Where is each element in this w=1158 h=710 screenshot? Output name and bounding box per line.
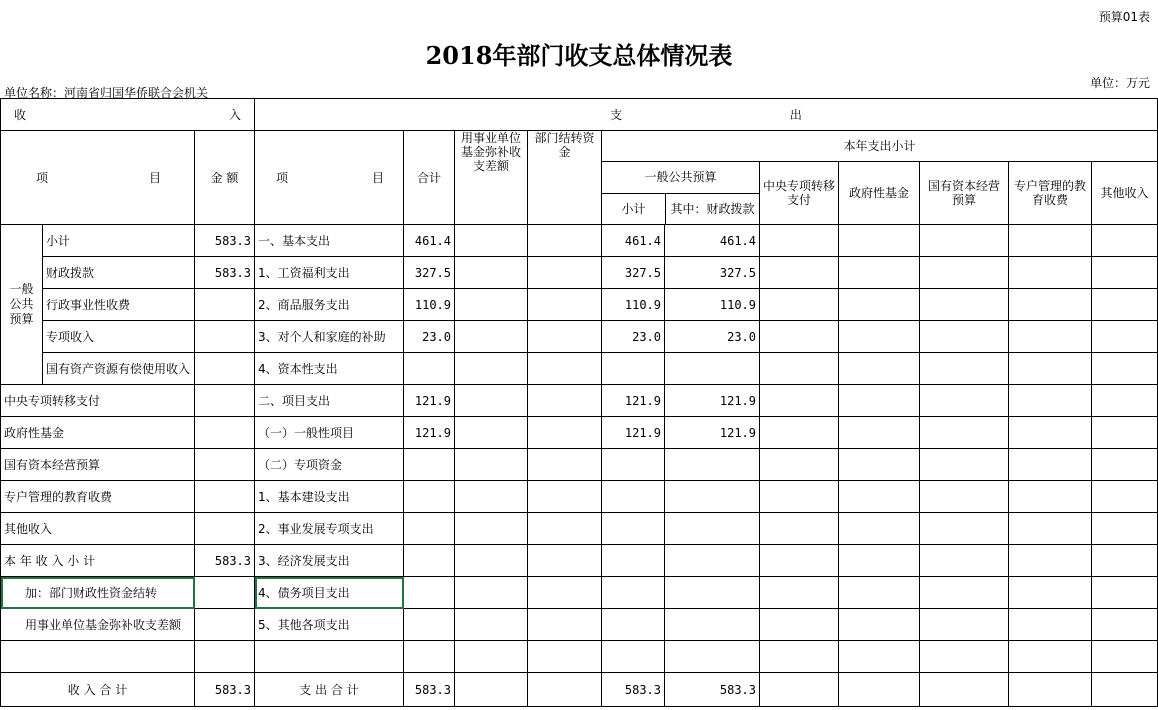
org-label: 单位名称：河南省归国华侨联合会机关 xyxy=(4,86,209,100)
table-row xyxy=(1,225,1158,257)
expense-total[interactable]: 327.5 xyxy=(404,257,455,289)
empty-cell[interactable] xyxy=(839,225,920,257)
empty-cell[interactable] xyxy=(760,513,839,545)
expense-total[interactable] xyxy=(404,609,455,641)
fund-diff-cell[interactable] xyxy=(455,449,528,481)
financial-appropriation[interactable] xyxy=(665,481,760,513)
dept-transfer-cell[interactable] xyxy=(528,321,602,353)
expense-total[interactable]: 461.4 xyxy=(404,225,455,257)
expense-total[interactable] xyxy=(404,545,455,577)
empty-cell[interactable] xyxy=(920,385,1009,417)
empty-cell[interactable] xyxy=(1009,481,1092,513)
empty-cell[interactable] xyxy=(839,577,920,609)
expense-item[interactable]: 2、商品服务支出 xyxy=(255,289,404,321)
expense-total[interactable] xyxy=(404,513,455,545)
dept-transfer-cell[interactable] xyxy=(528,353,602,385)
empty-cell[interactable] xyxy=(920,673,1009,707)
expense-item[interactable]: 4、资本性支出 xyxy=(255,353,404,385)
page-title: 2018年部门收支总体情况表 xyxy=(425,41,733,70)
empty-cell[interactable] xyxy=(839,609,920,641)
fund-diff-cell[interactable] xyxy=(455,577,528,609)
income-item[interactable]: 用事业单位基金弥补收支差额 xyxy=(1,609,195,641)
general-subtotal[interactable] xyxy=(602,353,665,385)
income-amount[interactable] xyxy=(195,641,255,673)
fund-diff-cell[interactable] xyxy=(455,545,528,577)
empty-cell[interactable] xyxy=(1009,673,1092,707)
table-row xyxy=(1,513,1158,545)
empty-cell[interactable] xyxy=(760,289,839,321)
general-subtotal[interactable]: 121.9 xyxy=(602,417,665,449)
dept-transfer-cell[interactable] xyxy=(528,385,602,417)
income-item[interactable]: 国有资产资源有偿使用收入 xyxy=(43,353,195,385)
expense-item[interactable]: 1、基本建设支出 xyxy=(255,481,404,513)
income-item[interactable]: 国有资本经营预算 xyxy=(1,449,195,481)
table-row xyxy=(1,321,1158,353)
budget-table xyxy=(0,98,1158,707)
empty-cell[interactable] xyxy=(920,225,1009,257)
empty-cell[interactable] xyxy=(920,289,1009,321)
empty-cell[interactable] xyxy=(1009,577,1092,609)
income-item[interactable] xyxy=(1,641,195,673)
empty-cell[interactable] xyxy=(920,641,1009,673)
dept-transfer-cell[interactable] xyxy=(528,609,602,641)
empty-cell[interactable] xyxy=(839,545,920,577)
dept-transfer-cell[interactable] xyxy=(528,545,602,577)
table-row xyxy=(1,385,1158,417)
income-item[interactable]: 中央专项转移支付 xyxy=(1,385,195,417)
empty-cell[interactable] xyxy=(839,417,920,449)
dept-transfer-cell[interactable] xyxy=(528,257,602,289)
expense-item[interactable]: （二）专项资金 xyxy=(255,449,404,481)
empty-cell[interactable] xyxy=(1009,257,1092,289)
general-subtotal[interactable]: 23.0 xyxy=(602,321,665,353)
expense-total[interactable]: 121.9 xyxy=(404,385,455,417)
fund-diff-cell[interactable] xyxy=(455,225,528,257)
empty-cell[interactable] xyxy=(1092,385,1158,417)
empty-cell[interactable] xyxy=(1009,513,1092,545)
expense-total[interactable]: 110.9 xyxy=(404,289,455,321)
empty-cell[interactable] xyxy=(760,481,839,513)
financial-appropriation[interactable] xyxy=(665,641,760,673)
empty-cell[interactable] xyxy=(1092,673,1158,707)
general-subtotal[interactable] xyxy=(602,577,665,609)
empty-cell[interactable] xyxy=(1092,353,1158,385)
general-subtotal[interactable] xyxy=(602,609,665,641)
expense-item[interactable]: （一）一般性项目 xyxy=(255,417,404,449)
dept-transfer-cell[interactable] xyxy=(528,481,602,513)
empty-cell[interactable] xyxy=(920,321,1009,353)
empty-cell[interactable] xyxy=(1092,289,1158,321)
income-amount[interactable] xyxy=(195,609,255,641)
financial-appropriation[interactable]: 121.9 xyxy=(665,417,760,449)
empty-cell[interactable] xyxy=(1092,257,1158,289)
income-item[interactable]: 小计 xyxy=(43,225,195,257)
expense-total[interactable] xyxy=(404,641,455,673)
dept-transfer-cell[interactable] xyxy=(528,417,602,449)
expense-total[interactable]: 23.0 xyxy=(404,321,455,353)
empty-cell[interactable] xyxy=(920,449,1009,481)
fund-diff-cell[interactable] xyxy=(455,513,528,545)
financial-appropriation[interactable] xyxy=(665,449,760,481)
income-amount[interactable] xyxy=(195,481,255,513)
financial-appropriation[interactable] xyxy=(665,353,760,385)
dept-transfer-cell[interactable] xyxy=(528,449,602,481)
expense-total-label: 支 出 合 计 xyxy=(255,673,404,707)
year-subtotal-header: 本年支出小计 xyxy=(602,131,1158,162)
income-total-label: 收 入 合 计 xyxy=(1,673,195,707)
empty-cell[interactable] xyxy=(1092,417,1158,449)
empty-cell[interactable] xyxy=(1009,417,1092,449)
empty-cell[interactable] xyxy=(760,577,839,609)
empty-cell[interactable] xyxy=(1092,481,1158,513)
empty-cell[interactable] xyxy=(1009,545,1092,577)
empty-cell[interactable] xyxy=(1092,545,1158,577)
general-subtotal[interactable] xyxy=(602,545,665,577)
financial-appropriation[interactable] xyxy=(665,545,760,577)
empty-cell[interactable] xyxy=(1009,609,1092,641)
empty-cell[interactable] xyxy=(1092,513,1158,545)
general-subtotal[interactable]: 327.5 xyxy=(602,257,665,289)
dept-transfer-cell[interactable] xyxy=(528,641,602,673)
income-amount[interactable] xyxy=(195,449,255,481)
table-row xyxy=(1,353,1158,385)
table-row xyxy=(1,609,1158,641)
empty-cell[interactable] xyxy=(839,449,920,481)
financial-appropriation[interactable] xyxy=(665,513,760,545)
income-amount[interactable]: 583.3 xyxy=(195,545,255,577)
general-subtotal[interactable] xyxy=(602,481,665,513)
group-label: 一般 公共 预算 xyxy=(1,225,43,385)
edu-fee-header: 专户管理的教育收费 xyxy=(1009,162,1092,225)
fund-diff-cell[interactable] xyxy=(455,417,528,449)
income-item[interactable]: 行政事业性收费 xyxy=(43,289,195,321)
income-item[interactable]: 本 年 收 入 小 计 xyxy=(1,545,195,577)
fund-diff-cell[interactable] xyxy=(455,609,528,641)
income-amount[interactable] xyxy=(195,577,255,609)
fund-diff-header: 用事业单位基金弥补收支差额 xyxy=(455,131,528,225)
empty-cell[interactable] xyxy=(760,545,839,577)
expense-total[interactable]: 583.3 xyxy=(404,673,455,707)
financial-appropriation[interactable]: 110.9 xyxy=(665,289,760,321)
empty-cell[interactable] xyxy=(760,449,839,481)
expense-total[interactable] xyxy=(404,353,455,385)
income-amount[interactable] xyxy=(195,417,255,449)
dept-transfer-header: 部门结转资金 xyxy=(528,131,602,225)
total-header: 合计 xyxy=(404,131,455,225)
empty-cell[interactable] xyxy=(760,353,839,385)
general-budget-header: 一般公共预算 小计 其中：财政拨款 xyxy=(602,162,760,225)
amount-header: 金 额 xyxy=(195,131,255,225)
table-row xyxy=(1,449,1158,481)
empty-cell[interactable] xyxy=(839,641,920,673)
financial-appropriation[interactable] xyxy=(665,609,760,641)
table-row xyxy=(1,289,1158,321)
empty-cell[interactable] xyxy=(1009,449,1092,481)
empty-cell[interactable] xyxy=(760,673,839,707)
empty-cell[interactable] xyxy=(839,513,920,545)
empty-cell[interactable] xyxy=(1009,225,1092,257)
empty-cell[interactable] xyxy=(839,257,920,289)
empty-cell[interactable] xyxy=(920,353,1009,385)
general-subtotal[interactable] xyxy=(602,641,665,673)
total-row xyxy=(1,673,1158,707)
financial-appropriation[interactable]: 23.0 xyxy=(665,321,760,353)
income-header: 收 入 xyxy=(1,99,255,131)
empty-cell[interactable] xyxy=(760,609,839,641)
central-transfer-header: 中央专项转移支付 xyxy=(760,162,839,225)
general-subtotal[interactable] xyxy=(602,513,665,545)
empty-cell[interactable] xyxy=(1009,641,1092,673)
expense-total[interactable] xyxy=(404,481,455,513)
financial-appropriation[interactable] xyxy=(665,577,760,609)
empty-cell[interactable] xyxy=(760,385,839,417)
expense-item-header: 项 目 xyxy=(255,131,404,225)
table-row xyxy=(1,257,1158,289)
expense-item[interactable]: 1、工资福利支出 xyxy=(255,257,404,289)
general-subtotal[interactable]: 121.9 xyxy=(602,385,665,417)
income-amount[interactable] xyxy=(195,289,255,321)
empty-cell[interactable] xyxy=(1092,225,1158,257)
empty-cell[interactable] xyxy=(839,673,920,707)
expense-item[interactable]: 二、项目支出 xyxy=(255,385,404,417)
income-amount[interactable] xyxy=(195,513,255,545)
fund-diff-cell[interactable] xyxy=(455,257,528,289)
general-subtotal[interactable]: 461.4 xyxy=(602,225,665,257)
table-row xyxy=(1,641,1158,673)
expense-item[interactable]: 一、基本支出 xyxy=(255,225,404,257)
gov-fund-header: 政府性基金 xyxy=(839,162,920,225)
empty-cell[interactable] xyxy=(1009,353,1092,385)
empty-cell[interactable] xyxy=(839,289,920,321)
empty-cell[interactable] xyxy=(528,673,602,707)
empty-cell[interactable] xyxy=(839,385,920,417)
unit-label: 单位：万元 xyxy=(1089,76,1150,90)
expense-item[interactable]: 5、其他各项支出 xyxy=(255,609,404,641)
dept-transfer-cell[interactable] xyxy=(528,577,602,609)
soe-budget-header: 国有资本经营预算 xyxy=(920,162,1009,225)
dept-transfer-cell[interactable] xyxy=(528,513,602,545)
table-row xyxy=(1,577,1158,609)
empty-cell[interactable] xyxy=(920,545,1009,577)
fund-diff-cell[interactable] xyxy=(455,353,528,385)
empty-cell[interactable] xyxy=(1009,321,1092,353)
income-amount[interactable] xyxy=(195,385,255,417)
expense-item[interactable] xyxy=(255,641,404,673)
income-item[interactable]: 专户管理的教育收费 xyxy=(1,481,195,513)
total-subtotal[interactable]: 583.3 xyxy=(602,673,665,707)
financial-appropriation[interactable]: 121.9 xyxy=(665,385,760,417)
total-financial[interactable]: 583.3 xyxy=(665,673,760,707)
income-amount[interactable] xyxy=(195,353,255,385)
empty-cell[interactable] xyxy=(760,417,839,449)
empty-cell[interactable] xyxy=(1092,321,1158,353)
expense-total[interactable] xyxy=(404,577,455,609)
expense-item[interactable]: 3、对个人和家庭的补助 xyxy=(255,321,404,353)
expense-header: 支 出 xyxy=(255,99,1158,131)
income-item[interactable]: 专项收入 xyxy=(43,321,195,353)
empty-cell[interactable] xyxy=(920,417,1009,449)
expense-item[interactable]: 3、经济发展支出 xyxy=(255,545,404,577)
income-item[interactable]: 财政拨款 xyxy=(43,257,195,289)
empty-cell[interactable] xyxy=(839,481,920,513)
income-item[interactable]: 加：部门财政性资金结转 xyxy=(1,577,195,609)
empty-cell[interactable] xyxy=(920,257,1009,289)
empty-cell[interactable] xyxy=(455,673,528,707)
empty-cell[interactable] xyxy=(1092,641,1158,673)
expense-total[interactable]: 121.9 xyxy=(404,417,455,449)
empty-cell[interactable] xyxy=(1009,385,1092,417)
dept-transfer-cell[interactable] xyxy=(528,225,602,257)
empty-cell[interactable] xyxy=(839,353,920,385)
expense-item[interactable]: 2、事业发展专项支出 xyxy=(255,513,404,545)
table-row xyxy=(1,545,1158,577)
income-amount[interactable]: 583.3 xyxy=(195,257,255,289)
empty-cell[interactable] xyxy=(839,321,920,353)
income-amount[interactable]: 583.3 xyxy=(195,225,255,257)
fund-diff-cell[interactable] xyxy=(455,481,528,513)
empty-cell[interactable] xyxy=(920,513,1009,545)
empty-cell[interactable] xyxy=(1092,609,1158,641)
fund-diff-cell[interactable] xyxy=(455,641,528,673)
fund-diff-cell[interactable] xyxy=(455,385,528,417)
expense-item[interactable]: 4、债务项目支出 xyxy=(255,577,404,609)
empty-cell[interactable] xyxy=(760,321,839,353)
empty-cell[interactable] xyxy=(760,225,839,257)
fund-diff-cell[interactable] xyxy=(455,289,528,321)
expense-total[interactable] xyxy=(404,449,455,481)
general-subtotal[interactable] xyxy=(602,449,665,481)
dept-transfer-cell[interactable] xyxy=(528,289,602,321)
empty-cell[interactable] xyxy=(760,641,839,673)
general-subtotal[interactable]: 110.9 xyxy=(602,289,665,321)
income-item[interactable]: 其他收入 xyxy=(1,513,195,545)
table-row xyxy=(1,417,1158,449)
income-item[interactable]: 政府性基金 xyxy=(1,417,195,449)
empty-cell[interactable] xyxy=(1092,577,1158,609)
empty-cell[interactable] xyxy=(920,609,1009,641)
financial-appropriation[interactable]: 327.5 xyxy=(665,257,760,289)
financial-appropriation[interactable]: 461.4 xyxy=(665,225,760,257)
empty-cell[interactable] xyxy=(1092,449,1158,481)
empty-cell[interactable] xyxy=(920,577,1009,609)
fund-diff-cell[interactable] xyxy=(455,321,528,353)
empty-cell[interactable] xyxy=(760,257,839,289)
income-item-header: 项 目 xyxy=(1,131,195,225)
empty-cell[interactable] xyxy=(1009,289,1092,321)
table-row xyxy=(1,481,1158,513)
income-amount[interactable] xyxy=(195,321,255,353)
income-total[interactable]: 583.3 xyxy=(195,673,255,707)
empty-cell[interactable] xyxy=(920,481,1009,513)
other-income-header: 其他收入 xyxy=(1092,162,1158,225)
form-number: 预算01表 xyxy=(1098,10,1150,24)
